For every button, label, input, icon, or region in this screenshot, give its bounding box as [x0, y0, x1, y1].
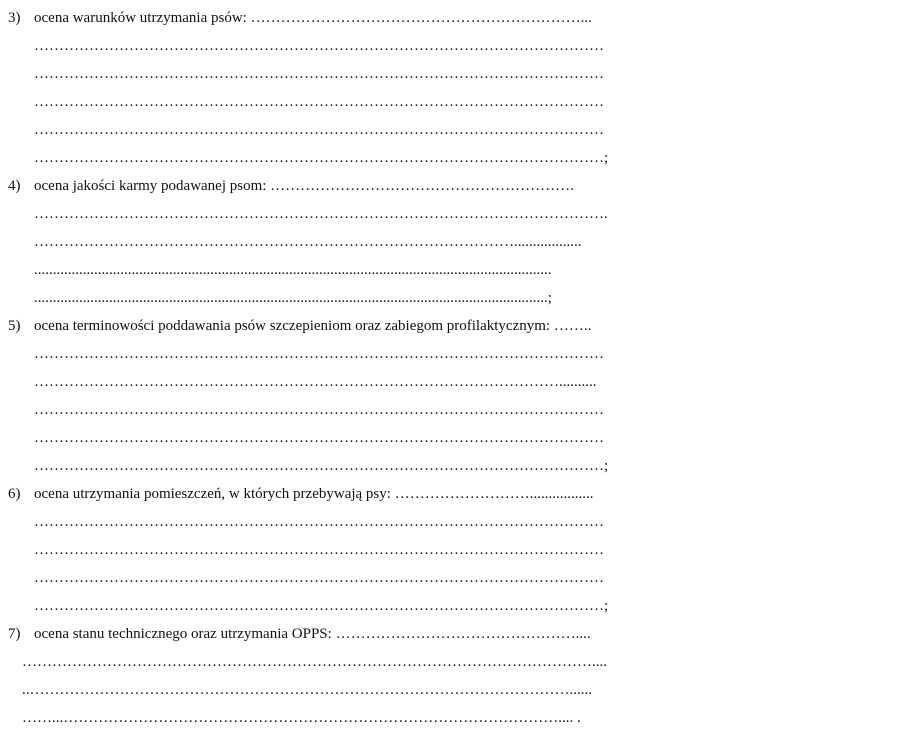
- section-6-dotted-line: ……………………………………………………………………………………………………;: [34, 598, 609, 614]
- section-number: 5): [8, 318, 21, 334]
- section-7-dotted-line: ……………………………………………………………………………………………………....: [22, 654, 607, 670]
- section-title: ocena utrzymania pomieszczeń, w których przebywają psy: ……………………….................: [34, 486, 594, 502]
- section-3-dotted-line: ……………………………………………………………………………………………………: [34, 94, 604, 110]
- section-7-heading: [0, 624, 900, 644]
- section-number: 4): [8, 178, 21, 194]
- section-3-dotted-line: ……………………………………………………………………………………………………: [34, 38, 604, 54]
- section-4-heading: [0, 176, 900, 196]
- section-6-dotted-line: ……………………………………………………………………………………………………: [34, 570, 604, 586]
- section-5-heading: [0, 316, 900, 336]
- section-title: ocena stanu technicznego oraz utrzymania OPPS: …………………………………………....: [34, 626, 591, 642]
- section-5-dotted-line: ……………………………………………………………………………………………………: [34, 402, 604, 418]
- section-title: ocena terminowości poddawania psów szczepieniom oraz zabiegom profilaktycznym: ……..: [34, 318, 592, 334]
- section-3-dotted-line: ……………………………………………………………………………………………………;: [34, 150, 609, 166]
- section-number: 6): [8, 486, 21, 502]
- section-number: 7): [8, 626, 21, 642]
- section-6-dotted-line: ……………………………………………………………………………………………………: [34, 514, 604, 530]
- section-5-dotted-line: ……………………………………………………………………………………………………;: [34, 458, 609, 474]
- section-number: 3): [8, 10, 21, 26]
- section-title: ocena jakości karmy podawanej psom: …………………………………………………….: [34, 178, 574, 194]
- section-3-dotted-line: ……………………………………………………………………………………………………: [34, 122, 604, 138]
- section-4-dotted-line: .........................................................................................................................................;: [34, 290, 552, 306]
- section-4-dotted-line: ..........................................................................................................................................: [34, 262, 552, 278]
- section-3-dotted-line: ……………………………………………………………………………………………………: [34, 66, 604, 82]
- section-5-dotted-line: ……………………………………………………………………………………………………: [34, 430, 604, 446]
- section-6-dotted-line: ……………………………………………………………………………………………………: [34, 542, 604, 558]
- section-title: ocena warunków utrzymania psów: …………………………………………………………...: [34, 10, 592, 26]
- section-7-dotted-line: ..………………………………………………………………………………………………......: [22, 682, 592, 698]
- section-6-heading: [0, 484, 900, 504]
- section-7-dotted-line: ……...……………………………………………………………………………………….... .: [22, 710, 581, 726]
- section-4-dotted-line: ……………………………………………………………………………………..................: [34, 234, 582, 250]
- section-5-dotted-line: ……………………………………………………………………………………………………: [34, 346, 604, 362]
- section-5-dotted-line: ……………………………………………………………………………………………..........: [34, 374, 597, 390]
- section-3-heading: [0, 8, 900, 28]
- section-4-dotted-line: …………………………………………………………………………………………………….: [34, 206, 608, 222]
